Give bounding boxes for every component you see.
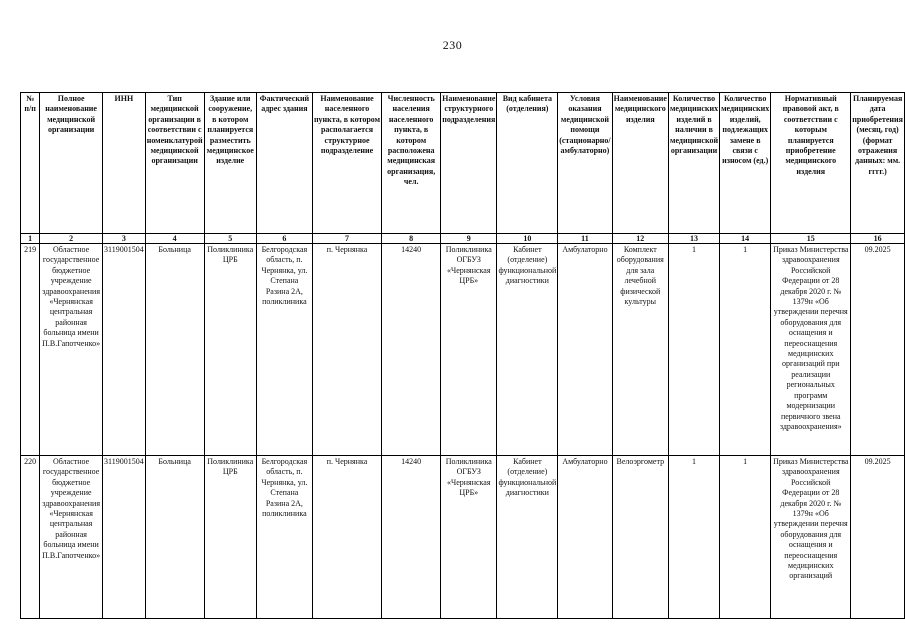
inn-cell: 3119001504 xyxy=(103,244,146,456)
header-cell: Наименование медицинского изделия xyxy=(612,93,668,234)
table-row xyxy=(21,244,905,456)
address-cell: Белгородская область, п. Чернянка, ул. Степана Разина 2А, поликлиника xyxy=(256,456,312,619)
address-cell: Белгородская область, п. Чернянка, ул. Степана Разина 2А, поликлиника xyxy=(256,244,312,456)
column-number: 12 xyxy=(612,234,668,244)
subdivision-cell: Поликлиника ОГБУЗ «Чернянская ЦРБ» xyxy=(441,456,497,619)
building-cell: Поликлиника ЦРБ xyxy=(204,244,256,456)
table-header-row xyxy=(21,93,905,234)
equipment-register-table xyxy=(20,92,905,619)
device-cell: Велоэргометр xyxy=(612,456,668,619)
org-type-cell: Больница xyxy=(145,456,204,619)
column-number: 6 xyxy=(256,234,312,244)
org-type-cell: Больница xyxy=(145,244,204,456)
column-number: 5 xyxy=(204,234,256,244)
column-number: 15 xyxy=(771,234,851,244)
qty-available-cell: 1 xyxy=(668,244,719,456)
header-cell: Наименование населенного пункта, в котором располагается структурное подразделение xyxy=(312,93,381,234)
column-number: 3 xyxy=(103,234,146,244)
conditions-cell: Амбулаторно xyxy=(558,456,612,619)
header-cell: Количество медицинских изделий в наличии в медицинской организации xyxy=(668,93,719,234)
column-number: 4 xyxy=(145,234,204,244)
header-cell: Вид кабинета (отделения) xyxy=(497,93,558,234)
population-cell: 14240 xyxy=(382,456,441,619)
column-number: 14 xyxy=(720,234,771,244)
header-cell: № п/п xyxy=(21,93,40,234)
column-number: 8 xyxy=(382,234,441,244)
header-cell: Численность населения населенного пункта, в котором расположена медицинская организация, чел. xyxy=(382,93,441,234)
column-number: 16 xyxy=(851,234,905,244)
row-number: 219 xyxy=(21,244,40,456)
header-cell: Фактический адрес здания xyxy=(256,93,312,234)
cabinet-cell: Кабинет (отделение) функциональной диагностики xyxy=(497,456,558,619)
settlement-cell: п. Чернянка xyxy=(312,244,381,456)
date-cell: 09.2025 xyxy=(851,244,905,456)
org-name-cell: Областное государственное бюджетное учреждение здравоохранения «Чернянская центральная районная больница имени П.В.Гапотченко» xyxy=(40,244,103,456)
population-cell: 14240 xyxy=(382,244,441,456)
qty-replace-cell: 1 xyxy=(720,456,771,619)
org-name-text: Областное государственное бюджетное учреждение здравоохранения «Чернянская центральная районная больница имени П.В.Гапотченко» xyxy=(42,457,101,560)
header-cell: Количество медицинских изделий, подлежащих замене в связи с износом (ед.) xyxy=(720,93,771,234)
column-number: 9 xyxy=(441,234,497,244)
row-number: 220 xyxy=(21,456,40,619)
conditions-cell: Амбулаторно xyxy=(558,244,612,456)
qty-available-cell: 1 xyxy=(668,456,719,619)
header-cell: Нормативный правовой акт, в соответствии с которым планируется приобретение медицинского изделия xyxy=(771,93,851,234)
org-name-cell xyxy=(40,456,103,619)
column-number: 10 xyxy=(497,234,558,244)
inn-cell: 3119001504 xyxy=(103,456,146,619)
legal-act-text: Приказ Министерства здравоохранения Российской Федерации от 28 декабря 2020 г. № 1379н «Об утверждении перечня оборудования для оснащения и переоснащения медицинских организаций xyxy=(773,457,849,581)
column-number: 11 xyxy=(558,234,612,244)
cabinet-cell: Кабинет (отделение) функциональной диагностики xyxy=(497,244,558,456)
column-number: 2 xyxy=(40,234,103,244)
legal-act-cell: Приказ Министерства здравоохранения Российской Федерации от 28 декабря 2020 г. № 1379н «Об утверждении перечня оборудования для оснащения и переоснащения медицинских организаций при реализации региональных программ модернизации первичного звена здравоохранения» xyxy=(771,244,851,456)
settlement-cell: п. Чернянка xyxy=(312,456,381,619)
subdivision-cell: Поликлиника ОГБУЗ «Чернянская ЦРБ» xyxy=(441,244,497,456)
header-cell: Полное наименование медицинской организации xyxy=(40,93,103,234)
device-cell: Комплект оборудования для зала лечебной физической культуры xyxy=(612,244,668,456)
legal-act-cell xyxy=(771,456,851,619)
column-number-row xyxy=(21,234,905,244)
column-number: 13 xyxy=(668,234,719,244)
qty-replace-cell: 1 xyxy=(720,244,771,456)
header-cell: Условия оказания медицинской помощи (стационарно/ амбулаторно) xyxy=(558,93,612,234)
column-number: 1 xyxy=(21,234,40,244)
header-cell: Наименование структурного подразделения xyxy=(441,93,497,234)
header-cell: ИНН xyxy=(103,93,146,234)
table-row xyxy=(21,456,905,619)
header-cell: Здание или сооружение, в котором планируется разместить медицинское изделие xyxy=(204,93,256,234)
header-cell: Тип медицинской организации в соответствии с номенклатурой медицинской организации xyxy=(145,93,204,234)
header-cell: Планируемая дата приобретения (месяц, год) (формат отражения данных: мм. гггг.) xyxy=(851,93,905,234)
column-number: 7 xyxy=(312,234,381,244)
date-cell: 09.2025 xyxy=(851,456,905,619)
page-number: 230 xyxy=(442,38,463,52)
building-cell: Поликлиника ЦРБ xyxy=(204,456,256,619)
